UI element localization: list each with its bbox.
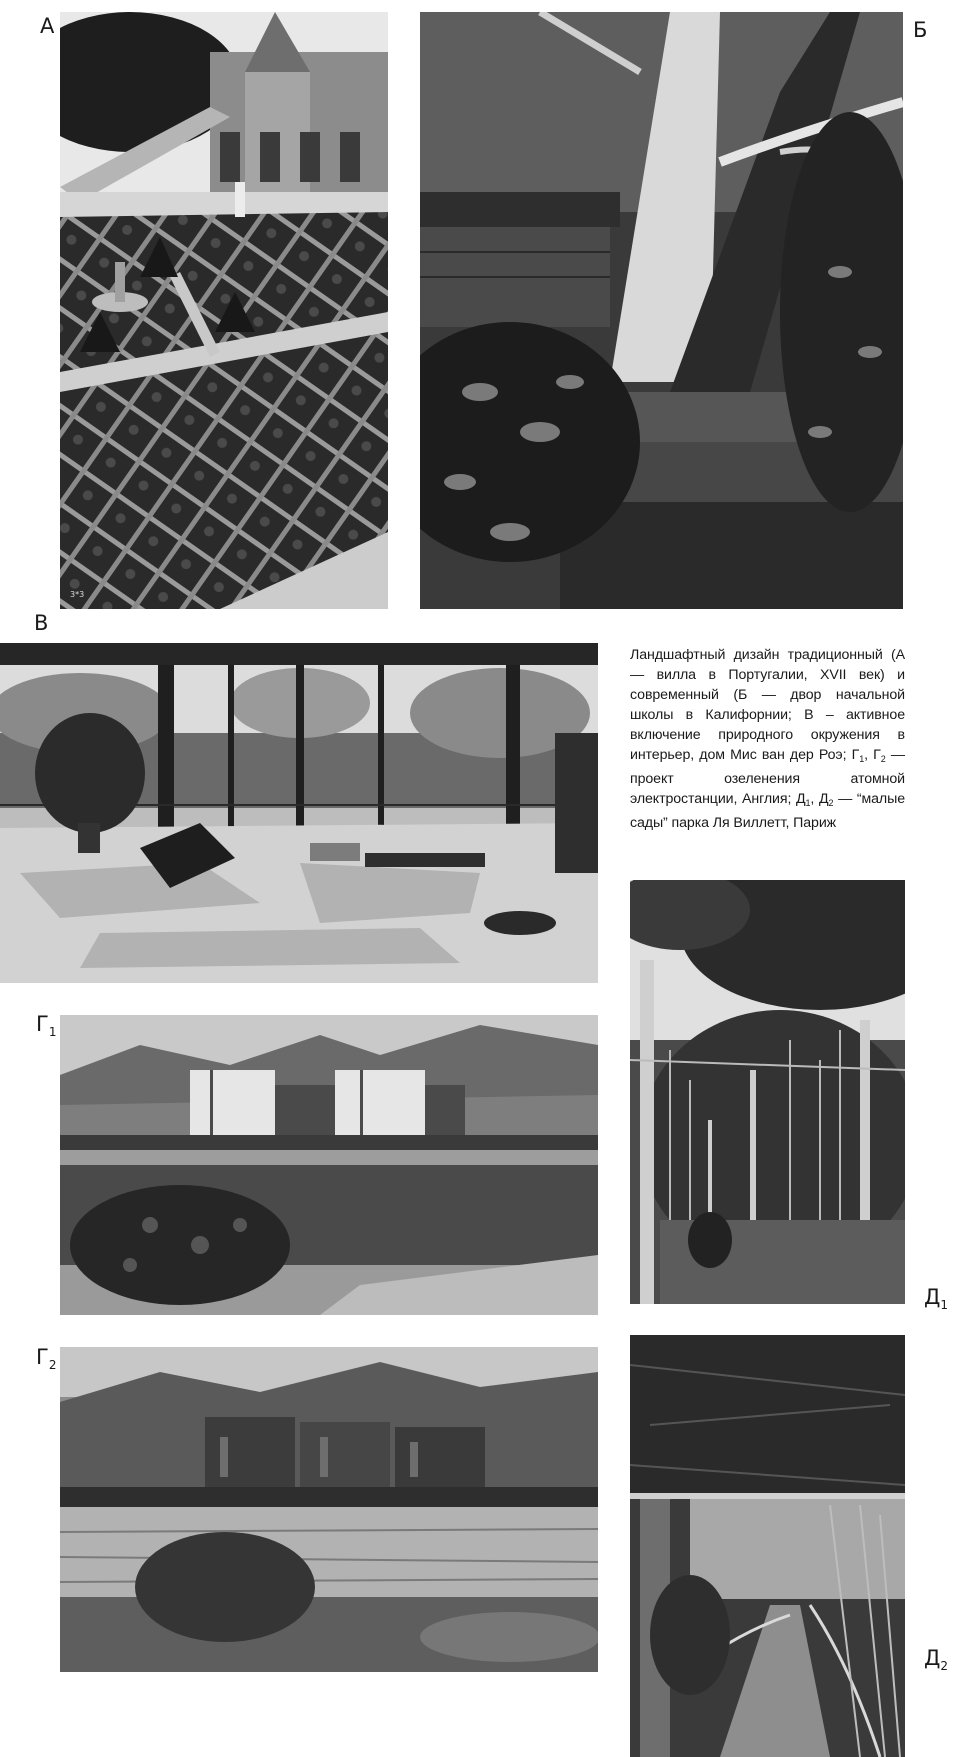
photo-g2-landscaping-project bbox=[60, 1347, 598, 1672]
label-g2-letter: Г bbox=[36, 1345, 49, 1369]
photo-d2-bamboo-garden bbox=[630, 1335, 905, 1757]
label-g2-index: 2 bbox=[48, 1358, 57, 1372]
caption-part-1: Ландшафтный дизайн традиционный (А — вилла в Португалии, XVII век) и современный (Б — двор начальной школы в Калифорнии; В – активное включение природного окружения в интерьер, дом Мис ван дер Роэ; Г bbox=[630, 647, 905, 763]
label-g2 bbox=[36, 1347, 56, 1371]
photo-a-stamp: 3*3 bbox=[70, 590, 85, 599]
photo-v-glass-house-interior bbox=[0, 643, 598, 983]
photo-g1-power-station bbox=[60, 1015, 598, 1315]
caption-sub-2: 2 bbox=[880, 754, 886, 764]
label-g1-letter: Г bbox=[36, 1012, 49, 1036]
label-v: В bbox=[34, 611, 49, 635]
caption-part-2: , Г bbox=[864, 747, 881, 763]
label-g1-index: 1 bbox=[48, 1025, 57, 1039]
label-d2-index: 2 bbox=[940, 1659, 949, 1673]
caption-part-3: — проект озеленения атомной электростанции, Англия; Д bbox=[630, 747, 905, 807]
label-a: А bbox=[40, 14, 55, 38]
label-d1-index: 1 bbox=[940, 1298, 949, 1312]
caption-text bbox=[630, 645, 905, 833]
label-b: Б bbox=[913, 18, 928, 42]
photo-d1-small-garden-pergola bbox=[630, 880, 905, 1304]
label-d1 bbox=[924, 1287, 948, 1311]
caption-sub-4: 2 bbox=[828, 798, 834, 808]
caption-sub-1: 1 bbox=[859, 754, 865, 764]
label-g1 bbox=[36, 1014, 56, 1038]
photo-b-school-courtyard bbox=[420, 12, 903, 609]
caption-sub-3: 1 bbox=[805, 798, 811, 808]
label-d2 bbox=[924, 1648, 948, 1672]
caption-part-4: , Д bbox=[810, 791, 829, 807]
caption-part-5: — “малые сады” парка Ля Виллетт, Париж bbox=[630, 791, 905, 831]
photo-a-villa-garden bbox=[60, 12, 388, 609]
label-d1-letter: Д bbox=[924, 1285, 941, 1309]
label-d2-letter: Д bbox=[924, 1646, 941, 1670]
